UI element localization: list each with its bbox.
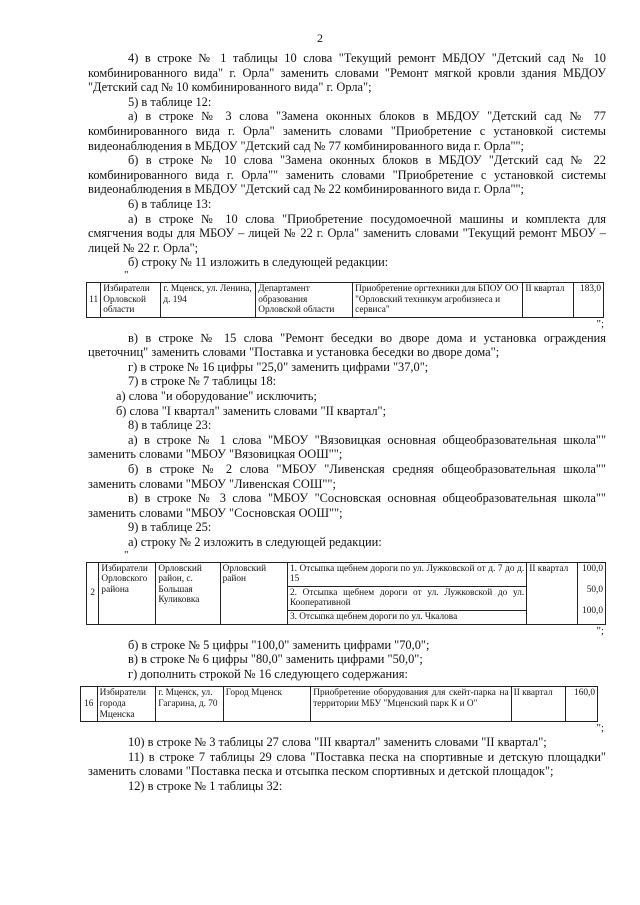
department-cell: Город Мценск [223, 687, 310, 722]
paragraph: в) в строке № 3 слова "МБОУ "Сосновская основная общеобразовательная школа"" заменить словами "МБОУ "Сосновская ООШ""; [88, 491, 606, 520]
paragraph: в) в строке № 6 цифры "80,0" заменить цифрами "50,0"; [128, 652, 423, 667]
department-cell: Департамент образования Орловской области [256, 282, 353, 317]
paragraph: 11) в строке 7 таблицы 29 слова "Поставка песка на спортивные и детскую площадки" заменить словами "Поставка песка и отсыпка песком спортивных и детской площадок"; [88, 749, 606, 779]
paragraph: а) слова "и оборудование" исключить; [116, 389, 317, 404]
paragraph: 12) в строке № 1 таблицы 32: [128, 778, 283, 793]
quote-close: "; [596, 624, 604, 637]
amount-cell: 160,0 [565, 687, 597, 722]
item-line: 2. Отсыпка щебнем дороги от ул. Лужковской до ул. Кооперативной [288, 587, 526, 611]
paragraph: 9) в таблице 25: [128, 520, 212, 535]
paragraph: 4) в строке № 1 таблицы 10 слова "Текущий ремонт МБДОУ "Детский сад № 10 комбинированного вида" г. Орла" заменить словами "Ремонт мягкой кровли здания МБДОУ "Детский сад № 10 комбинированного вида" г. Орла"; [88, 51, 606, 95]
quote-open: " [124, 268, 129, 281]
paragraph: б) в строке № 2 слова "МБОУ "Ливенская средняя общеобразовательная школа"" заменить словами "МБОУ "Ливенская СОШ""; [88, 462, 606, 491]
address-cell: г. Мценск, ул. Ленина, д. 194 [161, 282, 256, 317]
paragraph: б) строку № 11 изложить в следующей редакции: [128, 255, 389, 270]
department-cell: Орловский район [220, 562, 287, 624]
paragraph: г) дополнить строкой № 16 следующего содержания: [128, 666, 408, 681]
purpose-cell [287, 562, 526, 624]
quote-open: " [124, 548, 129, 561]
paragraph: б) слова "I квартал" заменить словами "II квартал"; [116, 403, 387, 418]
quarter-cell: II квартал [523, 282, 574, 317]
paragraph: в) в строке № 15 слова "Ремонт беседки во дворе дома и установка ограждения цветочниц" заменить словами "Поставка и установка беседки во дворе дома"; [88, 330, 606, 360]
row-number: 11 [87, 282, 101, 317]
paragraph: 5) в таблице 12: [128, 94, 212, 109]
paragraph: 6) в таблице 13: [128, 196, 212, 211]
voters-cell: Избиратели Орловского района [99, 562, 156, 624]
row-number: 2 [87, 562, 99, 624]
paragraph: а) в строке № 3 слова "Замена оконных блоков в МБДОУ "Детский сад № 77 комбинированного вида г. Орла" заменить словами "Приобретение с установкой системы видеонаблюдения в МБДОУ "Детский сад № 77 комбинированного вида г. Орла""; [88, 109, 606, 153]
quote-close: "; [596, 722, 604, 735]
document-body [84, 51, 606, 794]
paragraph: а) в строке № 1 слова "МБОУ "Вязовицкая основная общеобразовательная школа"" заменить словами "МБОУ "Вязовицкая ООШ""; [88, 432, 606, 462]
paragraph: б) в строке № 10 слова "Замена оконных блоков в МБДОУ "Детский сад № 22 комбинированного вида г. Орла"" заменить словами "Приобретение с установкой системы видеонаблюдения в МБДОУ "Детский сад № 22 комбинированного вида г. Орла""; [88, 153, 606, 197]
paragraph: 8) в таблице 23: [128, 418, 212, 433]
voters-cell: Избиратели города Мценска [97, 687, 156, 722]
quarter-cell: II квартал [511, 687, 565, 722]
purpose-cell: Приобретение оборудования для скейт-парка на территории МБУ "Мценский парк К и О" [311, 687, 511, 722]
table-row-2 [86, 562, 606, 625]
amount-cell: 183,0 [574, 282, 604, 317]
paragraph: г) в строке № 16 цифры "25,0" заменить цифрами "37,0"; [128, 359, 429, 374]
page-number: 2 [317, 31, 323, 45]
paragraph: 7) в строке № 7 таблицы 18: [128, 374, 277, 389]
paragraph: б) в строке № 5 цифры "100,0" заменить цифрами "70,0"; [128, 637, 430, 652]
paragraph: а) строку № 2 изложить в следующей редакции: [128, 535, 382, 549]
item-line: 1. Отсыпка щебнем дороги по ул. Лужковской от д. 7 до д. 15 [288, 563, 526, 587]
table-row-16 [80, 686, 598, 722]
purpose-cell: Приобретение оргтехники для БПОУ ОО "Орловский техникум агробизнеса и сервиса" [353, 282, 523, 317]
paragraph: а) в строке № 10 слова "Приобретение посудомоечной машины и комплекта для смягчения воды для МБОУ – лицей № 22 г. Орла" заменить словами "Текущий ремонт МБОУ – лицей № 22 г. Орла"; [88, 211, 606, 255]
value-line: 50,0 [586, 584, 603, 595]
table-row-11 [86, 282, 604, 318]
paragraph: 10) в строке № 3 таблицы 27 слова "III квартал" заменить словами "II квартал"; [128, 735, 547, 750]
item-line: 3. Отсыпка щебнем дороги по ул. Чкалова [289, 611, 458, 622]
quarter-cell: II квартал [527, 562, 578, 624]
address-cell: г. Мценск, ул. Гагарина, д. 70 [156, 687, 224, 722]
voters-cell: Избиратели Орловской области [101, 282, 161, 317]
value-line: 100,0 [582, 563, 603, 574]
address-cell: Орловский район, с. Большая Куликовка [156, 562, 220, 624]
quote-close: "; [596, 317, 604, 330]
amount-cell [577, 562, 605, 624]
row-number: 16 [81, 687, 98, 722]
value-line: 100,0 [582, 605, 603, 616]
